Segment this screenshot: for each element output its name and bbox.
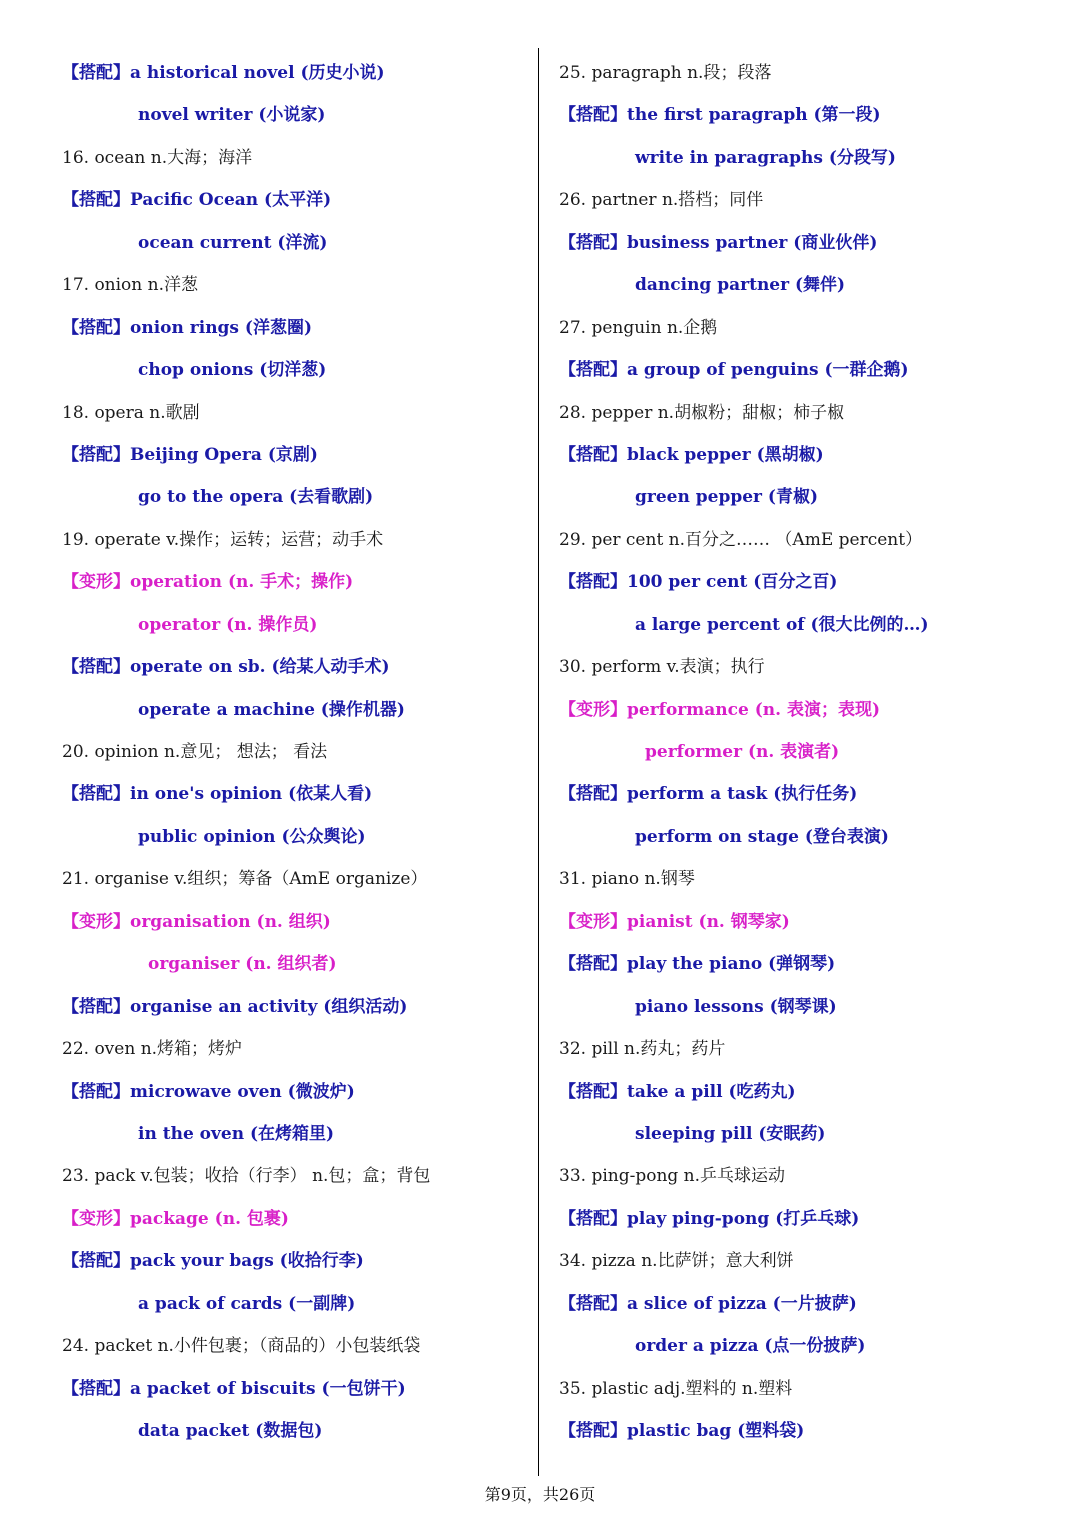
- collocation-line: [559, 222, 1059, 264]
- collocation-text: play ping-pong (打乒乓球): [627, 1208, 860, 1229]
- collocation-line: [62, 434, 522, 476]
- collocation-tag: 【搭配】: [559, 1293, 627, 1314]
- collocation-line: [62, 646, 522, 688]
- collocation-tag: 【搭配】: [62, 1251, 130, 1272]
- collocation-text: business partner (商业伙伴): [627, 232, 878, 253]
- vocab-entry: 30. perform v.表演；执行: [559, 657, 765, 678]
- collocation-tag: 【搭配】: [559, 232, 627, 253]
- variant-line: [62, 561, 522, 603]
- collocation-line: [62, 1368, 522, 1410]
- variant-line: organiser (n. 组织者): [148, 954, 337, 975]
- collocation-line: [62, 179, 522, 221]
- variant-text: performance (n. 表演；表现): [627, 699, 880, 720]
- vocab-entry: 33. ping-pong n.乒乓球运动: [559, 1166, 786, 1187]
- collocation-line: write in paragraphs (分段写): [635, 147, 896, 168]
- vocab-entry: 21. organise v.组织；筹备（AmE organize）: [62, 869, 428, 890]
- collocation-line: [559, 349, 1059, 391]
- collocation-tag: 【搭配】: [559, 1208, 627, 1229]
- collocation-text: black pepper (黑胡椒): [627, 444, 824, 465]
- variant-tag: 【变形】: [559, 911, 627, 932]
- collocation-tag: 【搭配】: [559, 954, 627, 975]
- collocation-tag: 【搭配】: [62, 190, 130, 211]
- collocation-text: operate on sb. (给某人动手术): [130, 657, 390, 678]
- collocation-line: ocean current (洋流): [138, 232, 328, 253]
- collocation-line: [559, 1071, 1059, 1113]
- collocation-line: [62, 52, 522, 94]
- collocation-line: green pepper (青椒): [635, 487, 819, 508]
- variant-line: operator (n. 操作员): [138, 614, 318, 635]
- collocation-line: dancing partner (舞伴): [635, 275, 846, 296]
- vocab-entry: 34. pizza n.比萨饼；意大利饼: [559, 1251, 794, 1272]
- variant-text: package (n. 包裹): [130, 1208, 289, 1229]
- collocation-text: pack your bags (收拾行李): [130, 1251, 364, 1272]
- collocation-line: a pack of cards (一副牌): [138, 1293, 356, 1314]
- vocab-entry: 23. pack v.包装；收拾（行李） n.包；盒；背包: [62, 1166, 431, 1187]
- collocation-line: operate a machine (操作机器): [138, 699, 405, 720]
- collocation-line: a large percent of (很大比例的…): [635, 614, 929, 635]
- collocation-line: [559, 1283, 1059, 1325]
- vocab-entry: 25. paragraph n.段；段落: [559, 63, 772, 83]
- variant-line: [559, 689, 1059, 731]
- collocation-text: organise an activity (组织活动): [130, 996, 408, 1017]
- variant-tag: 【变形】: [62, 1208, 130, 1229]
- collocation-tag: 【搭配】: [559, 105, 627, 126]
- variant-text: pianist (n. 钢琴家): [627, 911, 790, 932]
- collocation-tag: 【搭配】: [62, 63, 130, 83]
- vocab-entry: 35. plastic adj.塑料的 n.塑料: [559, 1378, 793, 1399]
- vocab-entry: 26. partner n.搭档；同伴: [559, 190, 764, 211]
- collocation-tag: 【搭配】: [559, 1081, 627, 1102]
- vocab-entry: 28. pepper n.胡椒粉；甜椒；柿子椒: [559, 402, 845, 423]
- collocation-tag: 【搭配】: [62, 1378, 130, 1399]
- collocation-line: go to the opera (去看歌剧): [138, 487, 374, 508]
- collocation-tag: 【搭配】: [62, 1081, 130, 1102]
- collocation-line: [62, 1240, 522, 1282]
- vocab-entry: 27. penguin n.企鹅: [559, 317, 718, 338]
- collocation-tag: 【搭配】: [559, 784, 627, 805]
- collocation-line: sleeping pill (安眠药): [635, 1123, 826, 1144]
- collocation-line: public opinion (公众舆论): [138, 826, 366, 847]
- collocation-line: in the oven (在烤箱里): [138, 1123, 335, 1144]
- collocation-line: [559, 1410, 1059, 1452]
- vocab-entry: 18. opera n.歌剧: [62, 402, 200, 423]
- collocation-tag: 【搭配】: [62, 317, 130, 338]
- collocation-line: piano lessons (钢琴课): [635, 996, 837, 1017]
- collocation-text: onion rings (洋葱圈): [130, 317, 313, 338]
- collocation-tag: 【搭配】: [559, 360, 627, 381]
- collocation-text: take a pill (吃药丸): [627, 1081, 796, 1102]
- collocation-line: novel writer (小说家): [138, 105, 326, 126]
- vocab-entry: 32. pill n.药丸；药片: [559, 1039, 726, 1060]
- variant-tag: 【变形】: [62, 572, 130, 593]
- collocation-tag: 【搭配】: [62, 657, 130, 678]
- collocation-tag: 【搭配】: [62, 996, 130, 1017]
- collocation-line: [559, 943, 1059, 985]
- collocation-tag: 【搭配】: [559, 444, 627, 465]
- vocab-entry: 31. piano n.钢琴: [559, 869, 695, 890]
- collocation-text: perform a task (执行任务): [627, 784, 858, 805]
- collocation-line: order a pizza (点一份披萨): [635, 1336, 866, 1357]
- column-divider: [538, 48, 539, 1476]
- collocation-tag: 【搭配】: [62, 444, 130, 465]
- right-column: [559, 52, 1059, 1452]
- collocation-text: the first paragraph (第一段): [627, 105, 881, 126]
- collocation-text: 100 per cent (百分之百): [627, 572, 838, 593]
- collocation-line: chop onions (切洋葱): [138, 360, 327, 381]
- collocation-text: a group of penguins (一群企鹅): [627, 360, 909, 381]
- collocation-line: perform on stage (登台表演): [635, 826, 889, 847]
- collocation-line: [62, 307, 522, 349]
- variant-tag: 【变形】: [62, 911, 130, 932]
- collocation-line: [559, 94, 1059, 136]
- vocab-entry: 17. onion n.洋葱: [62, 275, 198, 296]
- vocab-entry: 29. per cent n.百分之…… （AmE percent）: [559, 529, 923, 550]
- collocation-text: in one's opinion (依某人看): [130, 784, 373, 805]
- collocation-line: [62, 1071, 522, 1113]
- left-column: [62, 52, 522, 1452]
- variant-line: [62, 1198, 522, 1240]
- collocation-line: [559, 434, 1059, 476]
- collocation-text: microwave oven (微波炉): [130, 1081, 355, 1102]
- variant-text: operation (n. 手术；操作): [130, 572, 354, 593]
- collocation-text: plastic bag (塑料袋): [627, 1421, 805, 1441]
- vocab-entry: 19. operate v.操作；运转；运营；动手术: [62, 529, 384, 550]
- collocation-text: a slice of pizza (一片披萨): [627, 1293, 857, 1314]
- collocation-line: [559, 561, 1059, 603]
- vocab-entry: 22. oven n.烤箱；烤炉: [62, 1039, 243, 1060]
- collocation-text: a historical novel (历史小说): [130, 63, 385, 83]
- collocation-tag: 【搭配】: [559, 1421, 627, 1441]
- collocation-tag: 【搭配】: [559, 572, 627, 593]
- page-footer: 第9页，共26页: [484, 1485, 596, 1504]
- collocation-text: play the piano (弹钢琴): [627, 954, 836, 975]
- variant-line: [559, 901, 1059, 943]
- collocation-line: [559, 773, 1059, 815]
- vocab-entry: 20. opinion n.意见； 想法； 看法: [62, 742, 328, 762]
- collocation-text: Beijing Opera (京剧): [130, 444, 318, 465]
- vocab-entry: 24. packet n.小件包裹；（商品的）小包装纸袋: [62, 1336, 421, 1357]
- variant-text: organisation (n. 组织): [130, 911, 331, 932]
- variant-tag: 【变形】: [559, 699, 627, 720]
- vocab-entry: 16. ocean n.大海；海洋: [62, 147, 253, 168]
- collocation-tag: 【搭配】: [62, 784, 130, 805]
- collocation-line: [62, 986, 522, 1028]
- variant-line: performer (n. 表演者): [645, 742, 840, 762]
- collocation-line: data packet (数据包): [138, 1421, 323, 1441]
- collocation-text: Pacific Ocean (太平洋): [130, 190, 332, 211]
- collocation-line: [559, 1198, 1059, 1240]
- variant-line: [62, 901, 522, 943]
- collocation-text: a packet of biscuits (一包饼干): [130, 1378, 406, 1399]
- collocation-line: [62, 773, 522, 815]
